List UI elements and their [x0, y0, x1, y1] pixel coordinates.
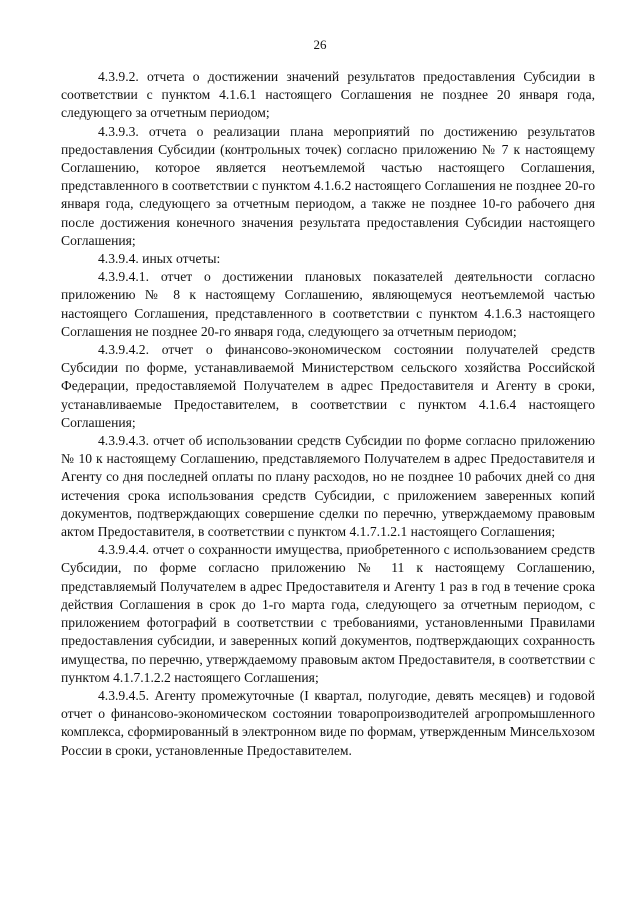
paragraph-4-3-9-4-3: 4.3.9.4.3. отчет об использовании средств Субсидии по форме согласно приложению № 10 к настоящему Соглашению, представляемого Получателем в адрес Предоставителя и Агенту со дня последней оплаты по плану расходов, но не позднее 10 рабочих дней со дня истечения срока использования средств Субсидии, с приложением заверенных копий документов, подтверждающих совершение сделки по перечню, утверждаемому правовым актом Предоставителя, в соответствии с пунктом 4.1.7.1.2.1 настоящего Соглашения;: [61, 433, 595, 540]
document-body: [61, 68, 595, 760]
paragraph-4-3-9-4-1: 4.3.9.4.1. отчет о достижении плановых показателей деятельности согласно приложению № 8 к настоящему Соглашению, являющемуся неотъемлемой частью настоящего Соглашения, представленного в соответствии с пунктом 4.1.6.3 настоящего Соглашения не позднее 20-го января года, следующего за отчетным периодом;: [61, 269, 595, 339]
paragraph-4-3-9-4-5: 4.3.9.4.5. Агенту промежуточные (I квартал, полугодие, девять месяцев) и годовой отчет о финансово-экономическом состоянии товаропроизводителей агропромышленного комплекса, сформированный в электронном виде по формам, утвержденным Минсельхозом России в сроки, установленные Предоставителем.: [61, 687, 595, 758]
paragraph-4-3-9-3: 4.3.9.3. отчета о реализации плана мероприятий по достижению результатов предоставления Субсидии (контрольных точек) согласно приложению № 7 к настоящему Соглашению, которое является неотъемлемой частью настоящего Соглашения, представленного в соответствии с пунктом 4.1.6.2 настоящего Соглашения не позднее 20-го января года, следующего за отчетным периодом, а также не позднее 10-го рабочего дня после достижения конечного значения результата предоставления Субсидии настоящего Соглашения;: [61, 123, 595, 248]
paragraph-4-3-9-4-4: 4.3.9.4.4. отчет о сохранности имущества, приобретенного с использованием средств Субсидии, по форме согласно приложению № 11 к настоящему Соглашению, представляемый Получателем в адрес Предоставителя и Агенту 1 раз в год в течение срока действия Соглашения в срок до 1-го марта года, следующего за отчетным периодом, с приложением фотографий в соответствии с требованиями, установленными Правилами предоставления субсидии, и заверенных копий документов, подтверждающих сохранность имущества, по перечню, утверждаемому правовым актом Предоставителя, в соответствии с пунктом 4.1.7.1.2.2 настоящего Соглашения;: [61, 542, 595, 685]
paragraph-4-3-9-2: 4.3.9.2. отчета о достижении значений результатов предоставления Субсидии в соответствии с пунктом 4.1.6.1 настоящего Соглашения не позднее 20 января года, следующего за отчетным периодом;: [61, 69, 595, 121]
paragraph-4-3-9-4: 4.3.9.4. иных отчеты:: [98, 251, 221, 267]
page-number: 26: [313, 37, 327, 52]
paragraph-4-3-9-4-2: 4.3.9.4.2. отчет о финансово-экономическом состоянии получателей средств Субсидии по форме, устанавливаемой Министерством сельского хозяйства Российской Федерации, предоставляемой Получателем в адрес Предоставителя и Агенту в сроки, устанавливаемые Предоставителем, в соответствии с пунктом 4.1.6.4 настоящего Соглашения;: [61, 342, 595, 430]
